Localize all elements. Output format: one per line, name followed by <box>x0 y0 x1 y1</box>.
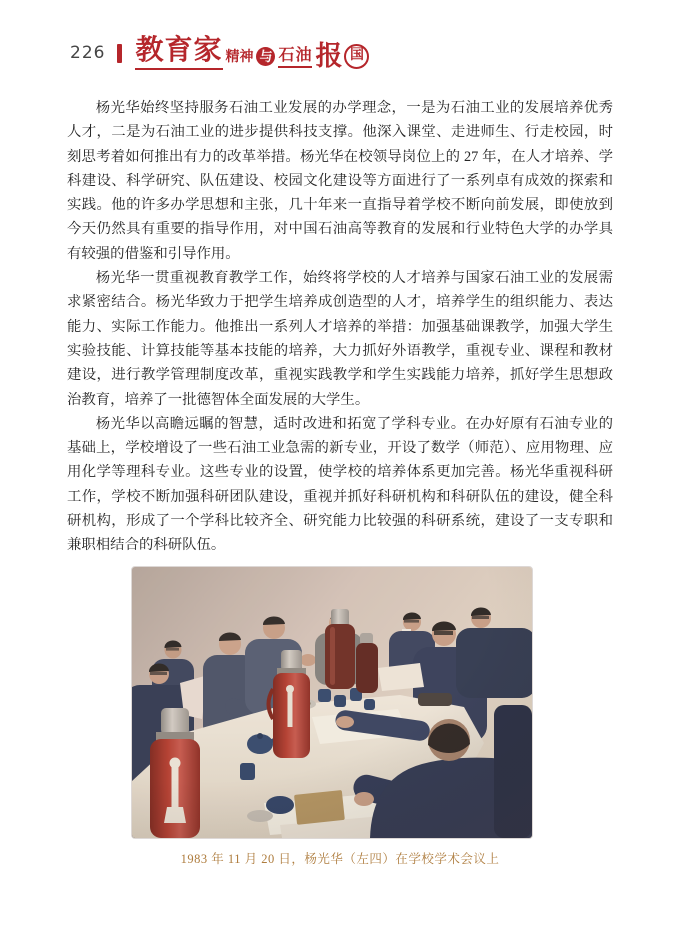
logo-text-shiyou: 石油 <box>278 48 312 68</box>
meeting-photo-art <box>132 567 532 838</box>
photo-caption: 1983 年 11 月 20 日，杨光华（左四）在学校学术会议上 <box>180 852 500 866</box>
body-text-block <box>67 96 613 558</box>
body-paragraph: 杨光华一贯重视教育教学工作，始终将学校的人才培养与国家石油工业的发展需求紧密结合。杨光华致力于把学生培养成创造型的人才，培养学生的组织能力、表达能力、实际工作能力。他推出一系列人才培养的举措：加强基础课教学，加强大学生实验技能、计算技能等基本技能的培养，大力抓好外语教学，重视专业、课程和教材建设，进行教学管理制度改革，重视实践教学和学生实践能力培养，抓好学生思想政治教育，培养了一批德智体全面发展的大学生。 <box>67 270 613 408</box>
logo-yu-badge: 与 <box>256 47 275 66</box>
logo-guo-badge: 国 <box>344 44 369 69</box>
series-title-logo <box>135 34 369 71</box>
logo-text-jingshen: 精神 <box>225 49 254 65</box>
body-paragraph: 杨光华始终坚持服务石油工业发展的办学理念，一是为石油工业的发展培养优秀人才，二是为石油工业的进步提供科技支撑。他深入课堂、走进师生、行走校园，时刻思考着如何推出有力的改革举措。杨光华在校领导岗位上的 27 年，在人才培养、学科建设、科学研究、队伍建设、校园文化建设等方面进行了一系列卓有成效的探索和实践。他的许多办学思想和主张，几十年来一直指导着学校不断向前发展，即使放到今天仍然具有重要的指导作用，对中国石油高等教育的发展和行业特色大学的办学具有较强的借鉴和引导作用。 <box>67 100 613 262</box>
body-paragraph: 杨光华以高瞻远瞩的智慧，适时改进和拓宽了学科专业。在办好原有石油专业的基础上，学校增设了一些石油工业急需的新专业，开设了数学（师范）、应用物理、应用化学等理科专业。这些专业的设置，使学校的培养体系更加完善。杨光华重视科研工作，学校不断加强科研团队建设，重视并抓好科研机构和科研队伍的建设，健全科研机构，形成了一个学科比较齐全、研究能力比较强的科研系统，建设了一支专职和兼职相结合的科研队伍。 <box>67 415 613 554</box>
header-divider-bar <box>117 44 122 63</box>
logo-text-bao: 报 <box>315 40 343 71</box>
logo-text-jiaoyujia: 教育家 <box>135 37 223 70</box>
page-number: 226 <box>70 43 106 63</box>
photo-vignette <box>132 567 532 838</box>
page-header <box>70 32 369 74</box>
meeting-photo <box>132 567 532 838</box>
